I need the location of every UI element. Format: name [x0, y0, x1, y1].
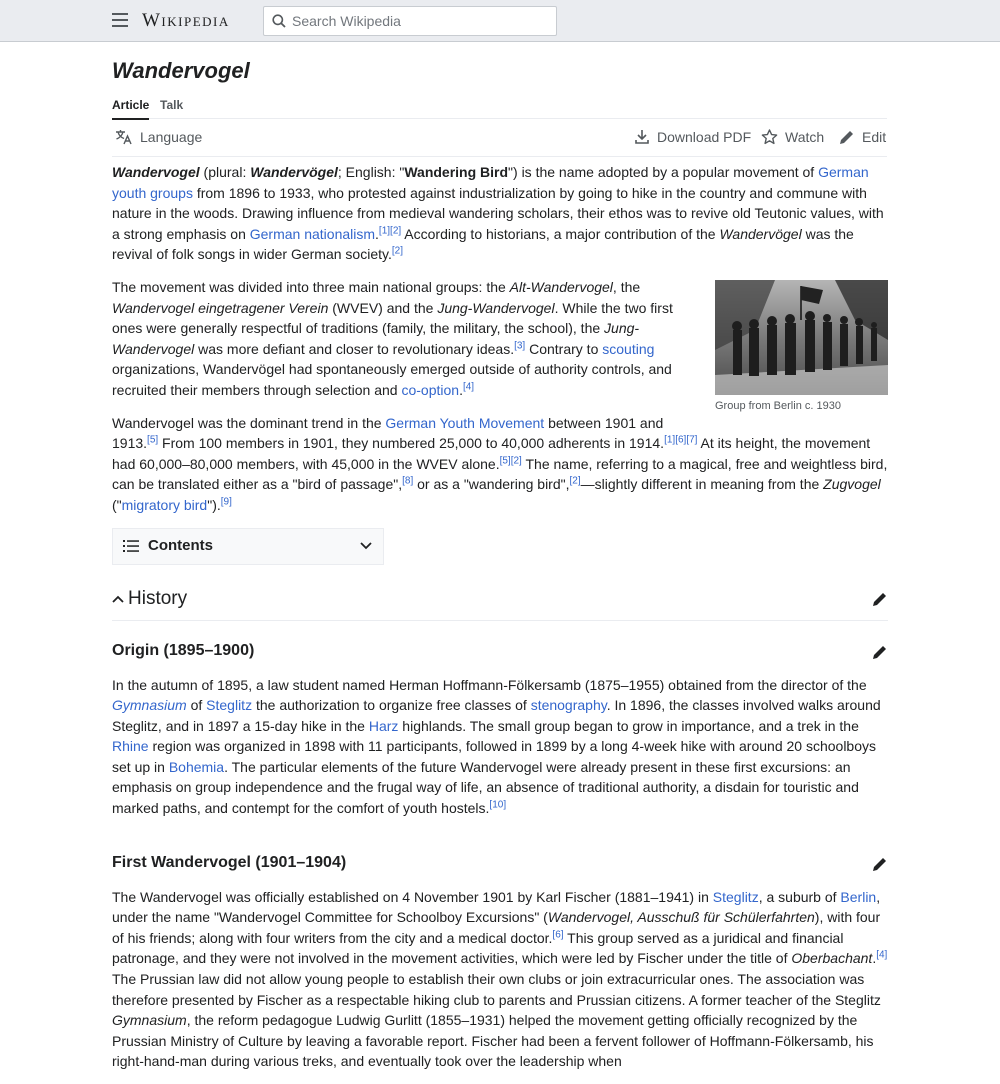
citation-link[interactable]: [4]	[876, 949, 888, 961]
citation-link[interactable]: [2]	[569, 475, 581, 487]
star-icon	[761, 129, 778, 145]
tab-article[interactable]: Article	[112, 98, 149, 120]
download-pdf-button[interactable]	[634, 129, 751, 145]
link-harz[interactable]: Harz	[368, 717, 399, 734]
citation-link[interactable]: [2]	[391, 245, 403, 257]
citation-link[interactable]: [9]	[220, 496, 232, 508]
citation-link[interactable]: [5]	[499, 455, 511, 467]
link-rhine[interactable]: Rhine	[112, 738, 149, 755]
chevron-up-icon[interactable]	[112, 595, 124, 603]
citation-link[interactable]: [4]	[462, 381, 475, 393]
link-gymnasium[interactable]: Gymnasium	[112, 697, 187, 714]
citation-link[interactable]: [5]	[147, 434, 159, 446]
edit-section-icon[interactable]	[872, 644, 888, 660]
search-icon	[272, 14, 286, 28]
origin-paragraph: In the autumn of 1895, a law student named Herman Hoffmann-Fölkersamb (1875–1955) obtained from the director of the Gymnasium of Steglitz the authorization to organize free classes of stenography. In 1896, the classes involved walks around Steglitz, and in 1897 a 15-day hike in the Harz highlands. The small group began to grow in importance, and a trek in the Rhine region was organized in 1898 with 11 participants, followed in 1899 by a long 4-week hike with around 20 schoolboys set up in Bohemia. The particular elements of the future Wandervogel were already present in these first excursions: an emphasis on group independence and the frugal way of life, an absence of traditional authority, a disdain for touristic and marked paths, and contempt for the comfort of youth hostels.[10]	[112, 676, 881, 817]
link-steglitz[interactable]: Steglitz	[206, 697, 253, 714]
link-german-youth-groups[interactable]: German youth groups	[112, 164, 869, 201]
section-first-wandervogel-heading	[112, 849, 888, 879]
figure	[715, 280, 888, 414]
edit-section-icon[interactable]	[872, 856, 888, 872]
link-bohemia[interactable]: Bohemia	[168, 758, 225, 775]
article-body	[112, 162, 888, 1084]
citation-link[interactable]: [6]	[675, 434, 687, 446]
wikipedia-logo[interactable]: Wikipedia	[142, 10, 230, 31]
link-co-option[interactable]: co-option	[401, 381, 460, 398]
link-stenography[interactable]: stenography	[530, 697, 607, 714]
language-icon	[115, 129, 133, 145]
download-icon	[634, 129, 650, 145]
citation-link[interactable]: [6]	[552, 929, 564, 941]
list-icon	[123, 539, 139, 553]
page-toolbar	[112, 119, 887, 157]
link-steglitz[interactable]: Steglitz	[712, 888, 759, 905]
watch-label: Watch	[785, 129, 825, 145]
first-wandervogel-paragraph: The Wandervogel was officially established on 4 November 1901 by Karl Fischer (1881–1941) in Steglitz, a suburb of Berlin, under the name "Wandervogel Committee for Schoolboy Excursions" (Wandervogel, Ausschuß für Schülerfahrten), with four of his friends; along with four writers from the city and a medical doctor.[6] This group served as a juridical and financial patronage, and they were not involved in the movement activities, which were led by Fischer under the title of Oberbachant.[4] The Prussian law did not allow young people to establish their own clubs or join extracurricular ones. The association was therefore presented by Fischer as a respectable hiking club to parents and Prussian citizens. A former teacher of the Steglitz Gymnasium, the reform pedagogue Ludwig Gurlitt (1855–1931) helped the movement getting officially recognized by the Prussian Ministry of Culture by leaving a favorable report. Fischer had been a fervent follower of Hoffmann-Fölkersamb, his right-hand-man during various treks, and eventually took over the leadership when	[112, 888, 888, 1070]
chevron-down-icon	[360, 542, 372, 550]
lead-paragraph-1: Wandervogel (plural: Wandervögel; English: "Wandering Bird") is the name adopted by a popular movement of German youth groups from 1896 to 1933, who protested against industrialization by going to hike in the country and commune with nature in the woods. Drawing influence from medieval wandering scholars, their ethos was to revive old Teutonic values, with a strong emphasis on German nationalism.[1][2] According to historians, a major contribution of the Wandervögel was the revival of folk songs in wider German society.[2]	[112, 164, 884, 263]
download-pdf-label: Download PDF	[657, 129, 752, 145]
citation-link[interactable]: [2]	[510, 455, 522, 467]
link-german-nationalism[interactable]: German nationalism	[249, 225, 376, 242]
citation-link[interactable]: [7]	[686, 434, 698, 446]
namespace-tabs	[112, 92, 887, 119]
citation-link[interactable]: [1]	[664, 434, 676, 446]
link-scouting[interactable]: scouting	[602, 340, 655, 357]
search-box[interactable]	[263, 6, 557, 36]
section-first-wandervogel-title: First Wandervogel (1901–1904)	[112, 854, 347, 872]
link-berlin[interactable]: Berlin	[840, 888, 877, 905]
site-header	[0, 0, 1000, 42]
citation-link[interactable]: [2]	[390, 225, 402, 237]
watch-button[interactable]	[761, 129, 824, 145]
pencil-icon	[839, 129, 855, 145]
citation-link[interactable]: [1]	[378, 225, 391, 237]
link-migratory-bird[interactable]: migratory bird	[121, 496, 208, 513]
main-menu-icon[interactable]	[112, 13, 128, 27]
page-title: Wandervogel	[112, 58, 250, 83]
link-german-youth-movement[interactable]: German Youth Movement	[385, 414, 545, 431]
contents-label: Contents	[148, 536, 213, 554]
wandervogel-photo[interactable]	[715, 280, 888, 395]
language-label: Language	[140, 129, 203, 145]
section-history-title: History	[128, 587, 188, 609]
lead-paragraph-2: The movement was divided into three main national groups: the Alt-Wandervogel, the Wandervogel eingetragener Verein (WVEV) and the Jung-Wandervogel. While the two first ones were generally respectful of traditions (family, the military, the school), the Jung-Wandervogel was more defiant and closer to revolutionary ideas.[3] Contrary to scouting organizations, Wandervögel had spontaneously emerged outside of authority controls, and recruited their members through selection and co-option.[4]	[112, 278, 673, 398]
edit-label: Edit	[862, 129, 887, 145]
lead-paragraph-3: Wandervogel was the dominant trend in the German Youth Movement between 1901 and 1913.[5] From 100 members in 1901, they numbered 25,000 to 40,000 adherents in 1914.[1][6][7] At its height, the movement had 60,000–80,000 members, with 45,000 in the WVEV alone.[5][2] The name, referring to a magical, free and weightless bird, can be translated either as a "bird of passage",[8] or as a "wandering bird",[2]—slightly different in meaning from the Zugvogel ("migratory bird").[9]	[112, 414, 888, 513]
edit-button[interactable]	[839, 129, 886, 145]
language-button[interactable]	[115, 129, 202, 145]
edit-section-icon[interactable]	[872, 591, 888, 607]
citation-link[interactable]: [8]	[402, 475, 414, 487]
section-origin-heading	[112, 637, 888, 667]
table-of-contents-toggle[interactable]	[112, 528, 384, 565]
citation-link[interactable]: [3]	[514, 340, 526, 352]
tab-talk[interactable]: Talk	[160, 98, 184, 112]
section-history-heading[interactable]	[112, 579, 888, 621]
section-origin-title: Origin (1895–1900)	[112, 642, 255, 660]
figure-caption: Group from Berlin c. 1930	[715, 399, 841, 412]
citation-link[interactable]: [10]	[489, 799, 507, 811]
search-input[interactable]	[292, 13, 542, 29]
